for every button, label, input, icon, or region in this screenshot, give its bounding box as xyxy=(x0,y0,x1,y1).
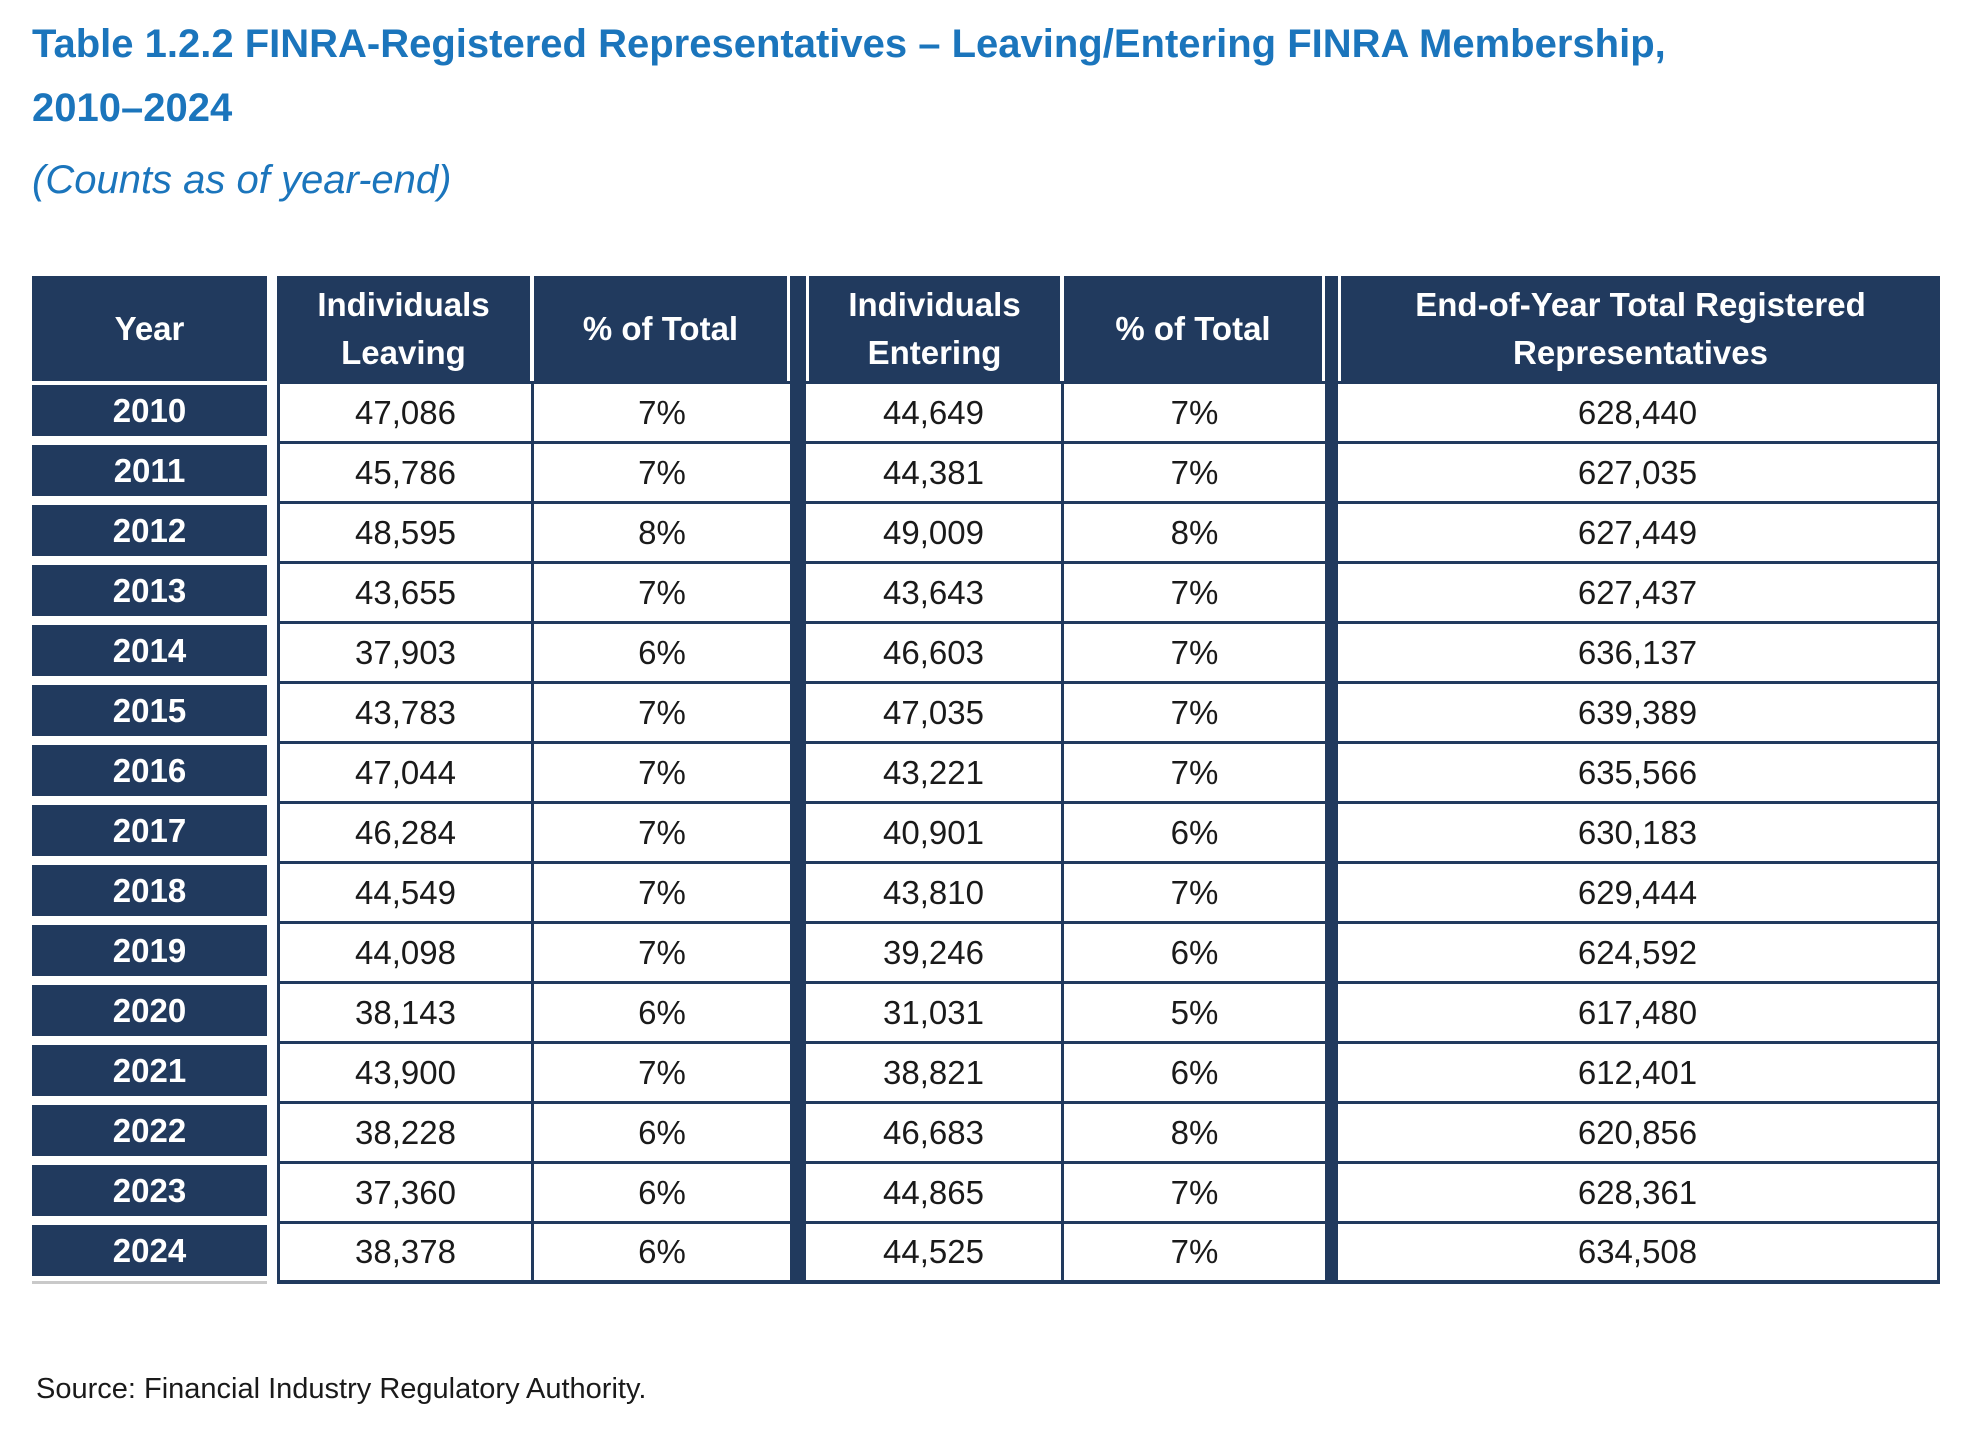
table-row xyxy=(32,981,1940,1041)
year-cell xyxy=(32,681,267,741)
year-cell xyxy=(32,1161,267,1221)
individuals-leaving-value: 44,549 xyxy=(277,861,534,921)
individuals-leaving-value: 38,228 xyxy=(277,1101,534,1161)
individuals-entering-value: 40,901 xyxy=(806,801,1064,861)
leaving-percent-value: 6% xyxy=(534,621,790,681)
leaving-percent-value: 7% xyxy=(534,801,790,861)
entering-percent-value: 5% xyxy=(1064,981,1325,1041)
year-cell xyxy=(32,861,267,921)
year-value: 2016 xyxy=(32,745,267,796)
vertical-divider xyxy=(1325,741,1338,801)
vertical-divider xyxy=(790,681,806,741)
table-title-line1: Table 1.2.2 FINRA-Registered Representatives – Leaving/Entering FINRA Membership, xyxy=(32,22,1666,66)
vertical-divider xyxy=(790,1161,806,1221)
year-cell xyxy=(32,621,267,681)
column-gap xyxy=(267,1101,277,1161)
year-value: 2020 xyxy=(32,985,267,1036)
year-value: 2010 xyxy=(32,385,267,436)
eoy-total-value: 639,389 xyxy=(1338,681,1940,741)
vertical-divider xyxy=(1325,861,1338,921)
year-value: 2011 xyxy=(32,445,267,496)
leaving-percent-value: 8% xyxy=(534,501,790,561)
column-gap xyxy=(267,741,277,801)
eoy-total-value: 628,440 xyxy=(1338,381,1940,441)
year-cell xyxy=(32,1101,267,1161)
entering-percent-value: 7% xyxy=(1064,861,1325,921)
vertical-divider xyxy=(1325,1221,1338,1284)
table-row xyxy=(32,561,1940,621)
vertical-divider xyxy=(790,981,806,1041)
finra-representatives-table xyxy=(32,276,1940,1281)
vertical-divider xyxy=(1325,1041,1338,1101)
entering-percent-value: 7% xyxy=(1064,1221,1325,1284)
column-gap xyxy=(267,381,277,441)
year-value: 2013 xyxy=(32,565,267,616)
eoy-total-value: 627,035 xyxy=(1338,441,1940,501)
leaving-percent-value: 7% xyxy=(534,441,790,501)
leaving-percent-value: 6% xyxy=(534,981,790,1041)
individuals-leaving-value: 43,783 xyxy=(277,681,534,741)
column-gap xyxy=(267,921,277,981)
eoy-total-value: 612,401 xyxy=(1338,1041,1940,1101)
leaving-percent-value: 7% xyxy=(534,1041,790,1101)
column-gap xyxy=(267,1161,277,1221)
year-cell xyxy=(32,801,267,861)
column-gap xyxy=(267,861,277,921)
table-row xyxy=(32,1101,1940,1161)
individuals-entering-value: 44,865 xyxy=(806,1161,1064,1221)
vertical-divider xyxy=(790,741,806,801)
entering-percent-value: 8% xyxy=(1064,501,1325,561)
year-value: 2022 xyxy=(32,1105,267,1156)
entering-percent-value: 6% xyxy=(1064,1041,1325,1101)
table-row xyxy=(32,681,1940,741)
year-cell xyxy=(32,441,267,501)
year-value: 2018 xyxy=(32,865,267,916)
individuals-entering-value: 47,035 xyxy=(806,681,1064,741)
year-value: 2014 xyxy=(32,625,267,676)
eoy-total-value: 624,592 xyxy=(1338,921,1940,981)
year-cell xyxy=(32,561,267,621)
header-individuals-leaving: Individuals Leaving xyxy=(277,276,534,381)
individuals-entering-value: 46,683 xyxy=(806,1101,1064,1161)
column-gap xyxy=(267,276,277,381)
year-cell xyxy=(32,981,267,1041)
column-gap xyxy=(267,981,277,1041)
vertical-divider xyxy=(790,621,806,681)
vertical-divider xyxy=(790,921,806,981)
table-title-line2: 2010–2024 xyxy=(32,86,233,130)
table-row xyxy=(32,801,1940,861)
entering-percent-value: 7% xyxy=(1064,561,1325,621)
vertical-divider xyxy=(790,861,806,921)
individuals-entering-value: 49,009 xyxy=(806,501,1064,561)
leaving-percent-value: 6% xyxy=(534,1221,790,1284)
column-gap xyxy=(267,501,277,561)
individuals-leaving-value: 47,044 xyxy=(277,741,534,801)
column-gap xyxy=(267,441,277,501)
vertical-divider xyxy=(790,276,806,381)
entering-percent-value: 7% xyxy=(1064,741,1325,801)
column-gap xyxy=(267,801,277,861)
individuals-entering-value: 38,821 xyxy=(806,1041,1064,1101)
entering-percent-value: 7% xyxy=(1064,681,1325,741)
leaving-percent-value: 7% xyxy=(534,861,790,921)
table-row xyxy=(32,741,1940,801)
individuals-entering-value: 43,221 xyxy=(806,741,1064,801)
entering-percent-value: 7% xyxy=(1064,381,1325,441)
year-value: 2019 xyxy=(32,925,267,976)
vertical-divider xyxy=(1325,681,1338,741)
entering-percent-value: 6% xyxy=(1064,921,1325,981)
table-row xyxy=(32,1221,1940,1281)
year-cell xyxy=(32,381,267,441)
eoy-total-value: 627,437 xyxy=(1338,561,1940,621)
individuals-leaving-value: 45,786 xyxy=(277,441,534,501)
year-value: 2023 xyxy=(32,1165,267,1216)
column-gap xyxy=(267,621,277,681)
year-cell xyxy=(32,501,267,561)
entering-percent-value: 7% xyxy=(1064,621,1325,681)
year-cell xyxy=(32,741,267,801)
year-value: 2015 xyxy=(32,685,267,736)
individuals-entering-value: 43,810 xyxy=(806,861,1064,921)
table-row xyxy=(32,1161,1940,1221)
eoy-total-value: 636,137 xyxy=(1338,621,1940,681)
year-value: 2021 xyxy=(32,1045,267,1096)
entering-percent-value: 7% xyxy=(1064,441,1325,501)
vertical-divider xyxy=(1325,801,1338,861)
eoy-total-value: 635,566 xyxy=(1338,741,1940,801)
vertical-divider xyxy=(790,561,806,621)
header-individuals-entering: Individuals Entering xyxy=(806,276,1064,381)
leaving-percent-value: 6% xyxy=(534,1101,790,1161)
vertical-divider xyxy=(1325,921,1338,981)
column-gap xyxy=(267,681,277,741)
year-cell xyxy=(32,921,267,981)
table-header-row xyxy=(32,276,1940,381)
year-cell xyxy=(32,1221,267,1284)
vertical-divider xyxy=(1325,981,1338,1041)
year-value: 2012 xyxy=(32,505,267,556)
vertical-divider xyxy=(1325,501,1338,561)
table-row xyxy=(32,621,1940,681)
leaving-percent-value: 7% xyxy=(534,741,790,801)
vertical-divider xyxy=(790,801,806,861)
eoy-total-value: 629,444 xyxy=(1338,861,1940,921)
individuals-leaving-value: 48,595 xyxy=(277,501,534,561)
table-row xyxy=(32,861,1940,921)
table-row xyxy=(32,381,1940,441)
vertical-divider xyxy=(790,1221,806,1284)
vertical-divider xyxy=(1325,621,1338,681)
header-entering-percent: % of Total xyxy=(1064,276,1325,381)
individuals-entering-value: 44,381 xyxy=(806,441,1064,501)
eoy-total-value: 620,856 xyxy=(1338,1101,1940,1161)
table-subtitle: (Counts as of year-end) xyxy=(32,158,452,202)
entering-percent-value: 6% xyxy=(1064,801,1325,861)
eoy-total-value: 628,361 xyxy=(1338,1161,1940,1221)
individuals-leaving-value: 38,378 xyxy=(277,1221,534,1284)
individuals-leaving-value: 37,903 xyxy=(277,621,534,681)
eoy-total-value: 634,508 xyxy=(1338,1221,1940,1284)
leaving-percent-value: 6% xyxy=(534,1161,790,1221)
individuals-entering-value: 43,643 xyxy=(806,561,1064,621)
vertical-divider xyxy=(1325,1161,1338,1221)
leaving-percent-value: 7% xyxy=(534,921,790,981)
column-gap xyxy=(267,561,277,621)
table-row xyxy=(32,501,1940,561)
individuals-entering-value: 44,649 xyxy=(806,381,1064,441)
individuals-entering-value: 44,525 xyxy=(806,1221,1064,1284)
table-row xyxy=(32,441,1940,501)
individuals-leaving-value: 38,143 xyxy=(277,981,534,1041)
vertical-divider xyxy=(790,1101,806,1161)
leaving-percent-value: 7% xyxy=(534,681,790,741)
individuals-entering-value: 46,603 xyxy=(806,621,1064,681)
individuals-leaving-value: 44,098 xyxy=(277,921,534,981)
vertical-divider xyxy=(790,381,806,441)
year-value: 2017 xyxy=(32,805,267,856)
table-row xyxy=(32,1041,1940,1101)
vertical-divider xyxy=(790,1041,806,1101)
vertical-divider xyxy=(1325,381,1338,441)
individuals-leaving-value: 37,360 xyxy=(277,1161,534,1221)
header-eoy-total: End-of-Year Total Registered Representatives xyxy=(1338,276,1940,381)
year-cell xyxy=(32,1041,267,1101)
vertical-divider xyxy=(790,441,806,501)
individuals-leaving-value: 46,284 xyxy=(277,801,534,861)
eoy-total-value: 630,183 xyxy=(1338,801,1940,861)
table-row xyxy=(32,921,1940,981)
eoy-total-value: 627,449 xyxy=(1338,501,1940,561)
source-note: Source: Financial Industry Regulatory Authority. xyxy=(36,1373,647,1405)
column-gap xyxy=(267,1221,277,1284)
header-leaving-percent: % of Total xyxy=(534,276,790,381)
vertical-divider xyxy=(1325,276,1338,381)
entering-percent-value: 7% xyxy=(1064,1161,1325,1221)
eoy-total-value: 617,480 xyxy=(1338,981,1940,1041)
vertical-divider xyxy=(790,501,806,561)
table-body xyxy=(32,381,1940,1281)
vertical-divider xyxy=(1325,561,1338,621)
individuals-leaving-value: 43,655 xyxy=(277,561,534,621)
year-value: 2024 xyxy=(32,1225,267,1276)
column-gap xyxy=(267,1041,277,1101)
leaving-percent-value: 7% xyxy=(534,381,790,441)
vertical-divider xyxy=(1325,441,1338,501)
vertical-divider xyxy=(1325,1101,1338,1161)
entering-percent-value: 8% xyxy=(1064,1101,1325,1161)
individuals-entering-value: 39,246 xyxy=(806,921,1064,981)
individuals-leaving-value: 47,086 xyxy=(277,381,534,441)
individuals-entering-value: 31,031 xyxy=(806,981,1064,1041)
individuals-leaving-value: 43,900 xyxy=(277,1041,534,1101)
header-year: Year xyxy=(32,276,267,381)
table-title xyxy=(32,12,1940,140)
leaving-percent-value: 7% xyxy=(534,561,790,621)
